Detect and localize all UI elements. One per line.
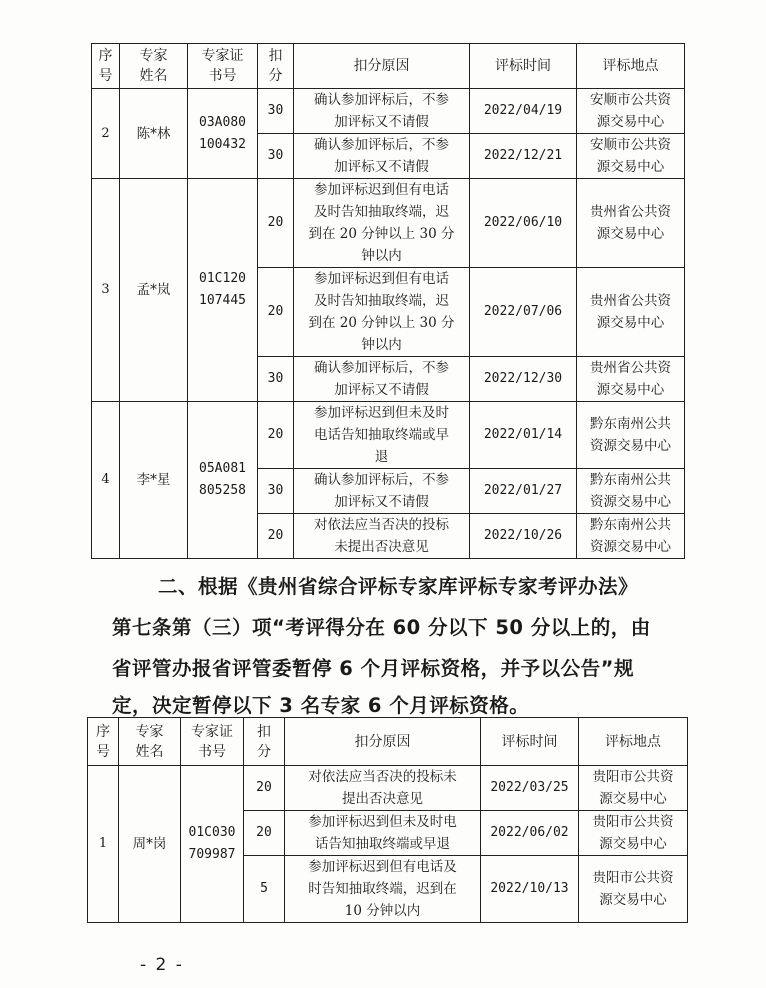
reason-cell: 确认参加评标后，不参 加评标又不请假 [294,357,470,402]
points-cell: 20 [258,179,294,268]
points-cell: 20 [258,514,294,559]
reason-cell: 确认参加评标后，不参 加评标又不请假 [294,134,470,179]
table-body [92,89,685,559]
points-cell: 20 [258,268,294,357]
header-points: 扣 分 [258,44,294,89]
points-cell: 20 [244,766,285,811]
time-cell: 2022/12/21 [470,134,577,179]
points-cell: 30 [258,89,294,134]
header-time: 评标时间 [470,44,577,89]
header-cert: 专家证 书号 [188,44,258,89]
expert-penalty-table-2 [87,717,688,923]
table-header-row [92,44,685,89]
reason-cell: 参加评标迟到但未及时 电话告知抽取终端或早 退 [294,402,470,469]
time-cell: 2022/10/13 [481,856,579,923]
expert-name-cell: 陈*林 [120,89,188,179]
points-cell: 30 [258,134,294,179]
page-number: - 2 - [140,955,184,975]
table-body [88,766,688,923]
header-points: 扣 分 [244,718,285,766]
paragraph-line-4: 定，决定暂停以下 3 名专家 6 个月评标资格。 [112,694,530,717]
table-row [92,179,685,268]
reason-cell: 确认参加评标后，不参 加评标又不请假 [294,469,470,514]
place-cell: 贵州省公共资 源交易中心 [577,357,685,402]
cert-number-cell: 01C030 709987 [181,766,244,923]
time-cell: 2022/10/26 [470,514,577,559]
seq-cell: 4 [92,402,120,559]
place-cell: 贵阳市公共资 源交易中心 [579,766,688,811]
time-cell: 2022/04/19 [470,89,577,134]
points-cell: 30 [258,469,294,514]
reason-cell: 参加评标迟到但有电话及 时告知抽取终端，迟到在 10 分钟以内 [285,856,481,923]
reason-cell: 参加评标迟到但有电话 及时告知抽取终端，迟 到在 20 分钟以上 30 分 钟以内 [294,179,470,268]
header-name: 专家 姓名 [120,44,188,89]
table-row [92,89,685,134]
place-cell: 贵阳市公共资 源交易中心 [579,856,688,923]
header-cert: 专家证 书号 [181,718,244,766]
place-cell: 黔东南州公共 资源交易中心 [577,469,685,514]
seq-cell: 1 [88,766,119,923]
paragraph-line-3: 省评管办报省评管委暂停 6 个月评标资格，并予以公告”规 [112,657,634,680]
expert-name-cell: 李*星 [120,402,188,559]
header-seq: 序 号 [88,718,119,766]
place-cell: 贵阳市公共资 源交易中心 [579,811,688,856]
place-cell: 黔东南州公共 资源交易中心 [577,514,685,559]
expert-name-cell: 周*岗 [119,766,181,923]
points-cell: 20 [244,811,285,856]
reason-cell: 参加评标迟到但有电话 及时告知抽取终端，迟 到在 20 分钟以上 30 分 钟以内 [294,268,470,357]
cert-number-cell: 01C120 107445 [188,179,258,402]
place-cell: 贵州省公共资 源交易中心 [577,268,685,357]
cert-number-cell: 03A080 100432 [188,89,258,179]
table-row [92,402,685,469]
points-cell: 20 [258,402,294,469]
place-cell: 贵州省公共资 源交易中心 [577,179,685,268]
place-cell: 安顺市公共资 源交易中心 [577,89,685,134]
header-place: 评标地点 [579,718,688,766]
time-cell: 2022/06/02 [481,811,579,856]
time-cell: 2022/01/27 [470,469,577,514]
expert-penalty-table-1 [91,43,685,559]
time-cell: 2022/12/30 [470,357,577,402]
header-reason: 扣分原因 [294,44,470,89]
place-cell: 安顺市公共资 源交易中心 [577,134,685,179]
cert-number-cell: 05A081 805258 [188,402,258,559]
reason-cell: 参加评标迟到但未及时电 话告知抽取终端或早退 [285,811,481,856]
header-name: 专家 姓名 [119,718,181,766]
paragraph-line-1: 二、根据《贵州省综合评标专家库评标专家考评办法》 [158,575,639,598]
header-time: 评标时间 [481,718,579,766]
time-cell: 2022/01/14 [470,402,577,469]
seq-cell: 3 [92,179,120,402]
table-row [88,766,688,811]
table-header-row [88,718,688,766]
reason-cell: 对依法应当否决的投标未 提出否决意见 [285,766,481,811]
reason-cell: 对依法应当否决的投标 未提出否决意见 [294,514,470,559]
expert-name-cell: 孟*岚 [120,179,188,402]
time-cell: 2022/07/06 [470,268,577,357]
time-cell: 2022/06/10 [470,179,577,268]
points-cell: 5 [244,856,285,923]
header-seq: 序 号 [92,44,120,89]
header-reason: 扣分原因 [285,718,481,766]
points-cell: 30 [258,357,294,402]
reason-cell: 确认参加评标后，不参 加评标又不请假 [294,89,470,134]
header-place: 评标地点 [577,44,685,89]
time-cell: 2022/03/25 [481,766,579,811]
place-cell: 黔东南州公共 资源交易中心 [577,402,685,469]
seq-cell: 2 [92,89,120,179]
paragraph-line-2: 第七条第（三）项“考评得分在 60 分以下 50 分以上的，由 [112,616,651,639]
